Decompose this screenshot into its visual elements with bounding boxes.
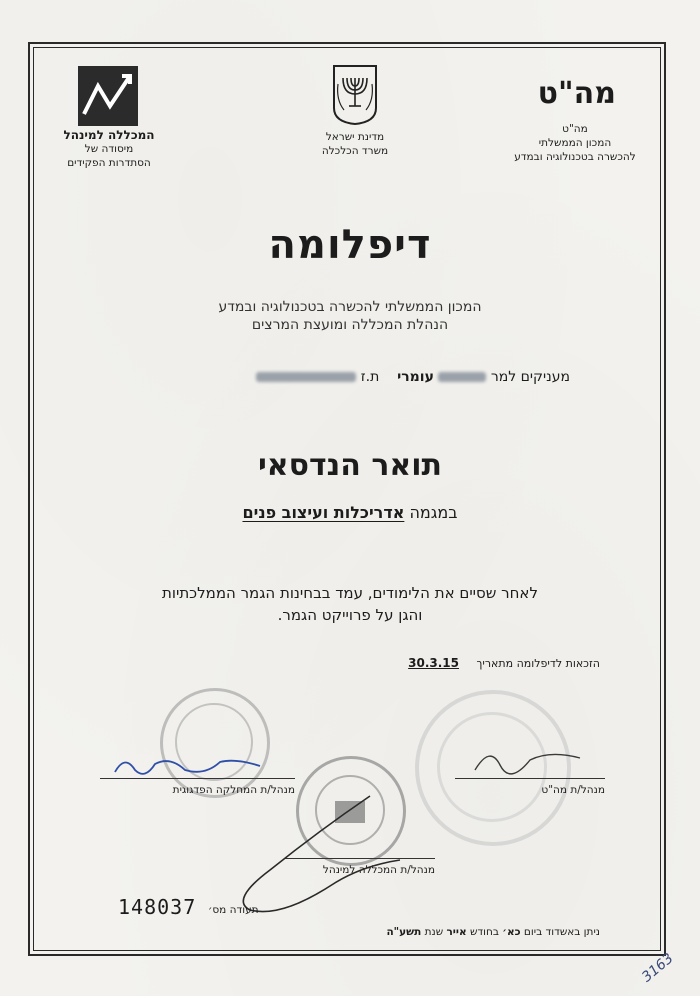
issued-line [250, 926, 600, 938]
certificate-number: 148037 [118, 895, 197, 919]
id-label: ת.ז [360, 369, 380, 385]
menorah-emblem-icon [330, 64, 380, 126]
left-logo-caption [44, 128, 174, 170]
right-logo-line2: המכון הממשלתי [538, 137, 612, 149]
right-logo-line1: מה"ט [562, 123, 588, 135]
mahat-logo-text: מה"ט [537, 76, 616, 111]
signature-mark-pedagogical [110, 752, 270, 786]
mahat-logo-icon [537, 72, 616, 116]
left-logo-line3: הסתדרות הפקידים [67, 157, 151, 169]
redacted-id-number [256, 372, 356, 382]
issued-text-2: בחודש [469, 926, 499, 938]
certificate-number-label: תעודה מס׳ [208, 904, 259, 916]
subtitle-line2: הנהלת המכללה ומועצת המרצים [251, 317, 449, 333]
right-logo-line3: להכשרה בטכנולוגיה ובמדע [514, 151, 636, 163]
corner-handwritten-number: 3163 [639, 950, 677, 986]
completion-text [110, 582, 590, 626]
specialty-line [150, 503, 550, 522]
diploma-title: דיפלומה [268, 222, 432, 268]
award-prefix: מעניקים למר [490, 369, 570, 385]
left-logo-line1: המכללה למינהל [63, 128, 155, 142]
issued-text-1: ניתן באשדוד ביום [523, 926, 600, 938]
specialty-value: אדריכלות ועיצוב פנים [242, 503, 405, 522]
issued-month: אייר [446, 926, 467, 938]
signature-label-mahat-director: מנהל/ת מה"ט [541, 784, 605, 796]
award-last-name: עומרי [397, 369, 434, 385]
issued-day: כא׳ [502, 926, 521, 938]
specialty-prefix: במגמה [409, 503, 458, 522]
emblem-caption [300, 130, 410, 158]
completion-line1: לאחר שסיים את הלימודים, עמד בבחינות הגמר הממלכתיות [162, 584, 538, 602]
issued-text-3: שנת [424, 926, 444, 938]
right-logo-caption [500, 122, 650, 164]
completion-line2: והגן על פרוייקט הגמר. [277, 606, 423, 624]
signature-label-college-director: מנהל/ת המכללה למינהל [322, 864, 435, 876]
issued-year: תשע"ה [386, 926, 422, 938]
entitlement-date: 30.3.15 [408, 656, 459, 670]
emblem-line2: משרד הכלכלה [321, 145, 389, 157]
signature-label-pedagogical: מנהל/ת המחלקה הפדגוגית [172, 784, 295, 796]
award-line [180, 369, 570, 385]
emblem-line1: מדינת ישראל [325, 131, 385, 143]
left-logo-line2: מיסודה של [84, 143, 134, 155]
redacted-first-name [438, 372, 486, 382]
signature-mark-mahat-director [470, 740, 590, 784]
degree-title: תואר הנדסאי [257, 448, 443, 483]
diploma-subtitle [150, 298, 550, 334]
entitlement-label: הזכאות לדיפלומה מתאריך [476, 657, 600, 670]
zigzag-arrow-logo-icon [78, 66, 138, 126]
subtitle-line1: המכון הממשלתי להכשרה בטכנולוגיה ובמדע [218, 299, 482, 315]
entitlement-line [300, 656, 600, 670]
